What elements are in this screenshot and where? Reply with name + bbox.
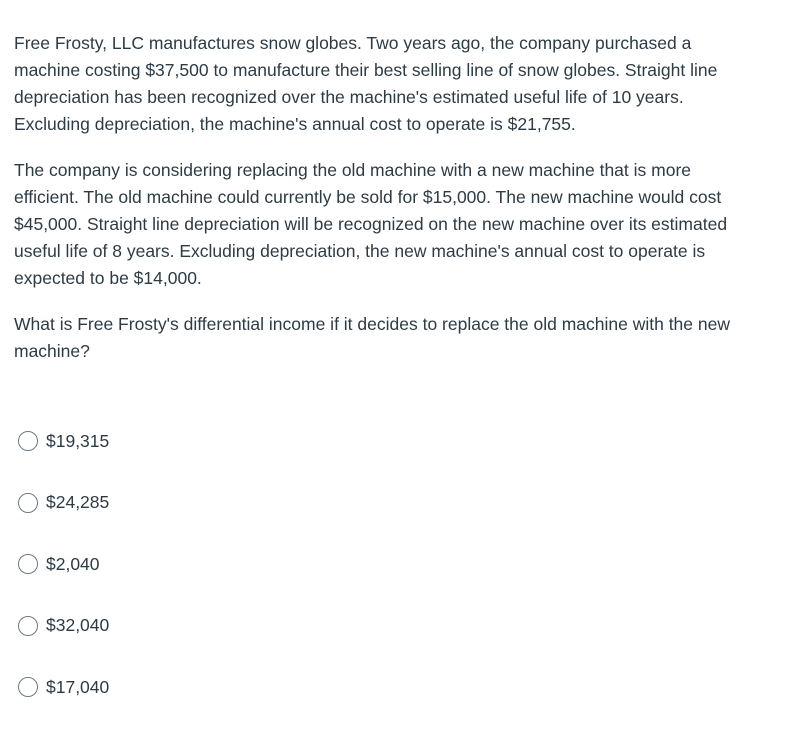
- answer-label-2: $24,285: [46, 492, 110, 512]
- answer-label-3: $2,040: [46, 553, 100, 574]
- answer-label-4: $32,040: [46, 615, 110, 635]
- radio-button-1[interactable]: [18, 431, 38, 451]
- question-paragraph-2: The company is considering replacing the old machine with a new machine that is more efficient. The old machine could currently be sold for $15,000. The new machine would cost $45,000. Straight line depreciation will be recognized on the new machine over its estimated useful life of 8 years. Excluding depreciation, the new machine's annual cost to operate is expected to be $14,000.: [14, 160, 728, 288]
- answer-option-3[interactable]: [18, 549, 418, 579]
- question-prompt: What is Free Frosty's differential income if it decides to replace the old machine with the new machine?: [14, 314, 730, 361]
- answer-option-5[interactable]: [18, 672, 418, 702]
- radio-button-3[interactable]: [18, 554, 38, 574]
- answer-option-4[interactable]: [18, 611, 418, 641]
- radio-button-2[interactable]: [18, 493, 38, 513]
- answer-option-2[interactable]: [18, 488, 418, 518]
- radio-button-4[interactable]: [18, 616, 38, 636]
- answer-label-1: $19,315: [46, 430, 110, 451]
- answer-options: [18, 426, 418, 734]
- answer-option-1[interactable]: [18, 426, 418, 456]
- question-paragraph-1: Free Frosty, LLC manufactures snow globes. Two years ago, the company purchased a machine costing $37,500 to manufacture their best selling line of snow globes. Straight line depreciation has been recognized over the machine's estimated useful life of 10 years. Excluding depreciation, the machine's annual cost to operate is $21,755.: [14, 33, 718, 134]
- radio-button-5[interactable]: [18, 677, 38, 697]
- question-text: [14, 30, 754, 384]
- answer-label-5: $17,040: [46, 676, 110, 697]
